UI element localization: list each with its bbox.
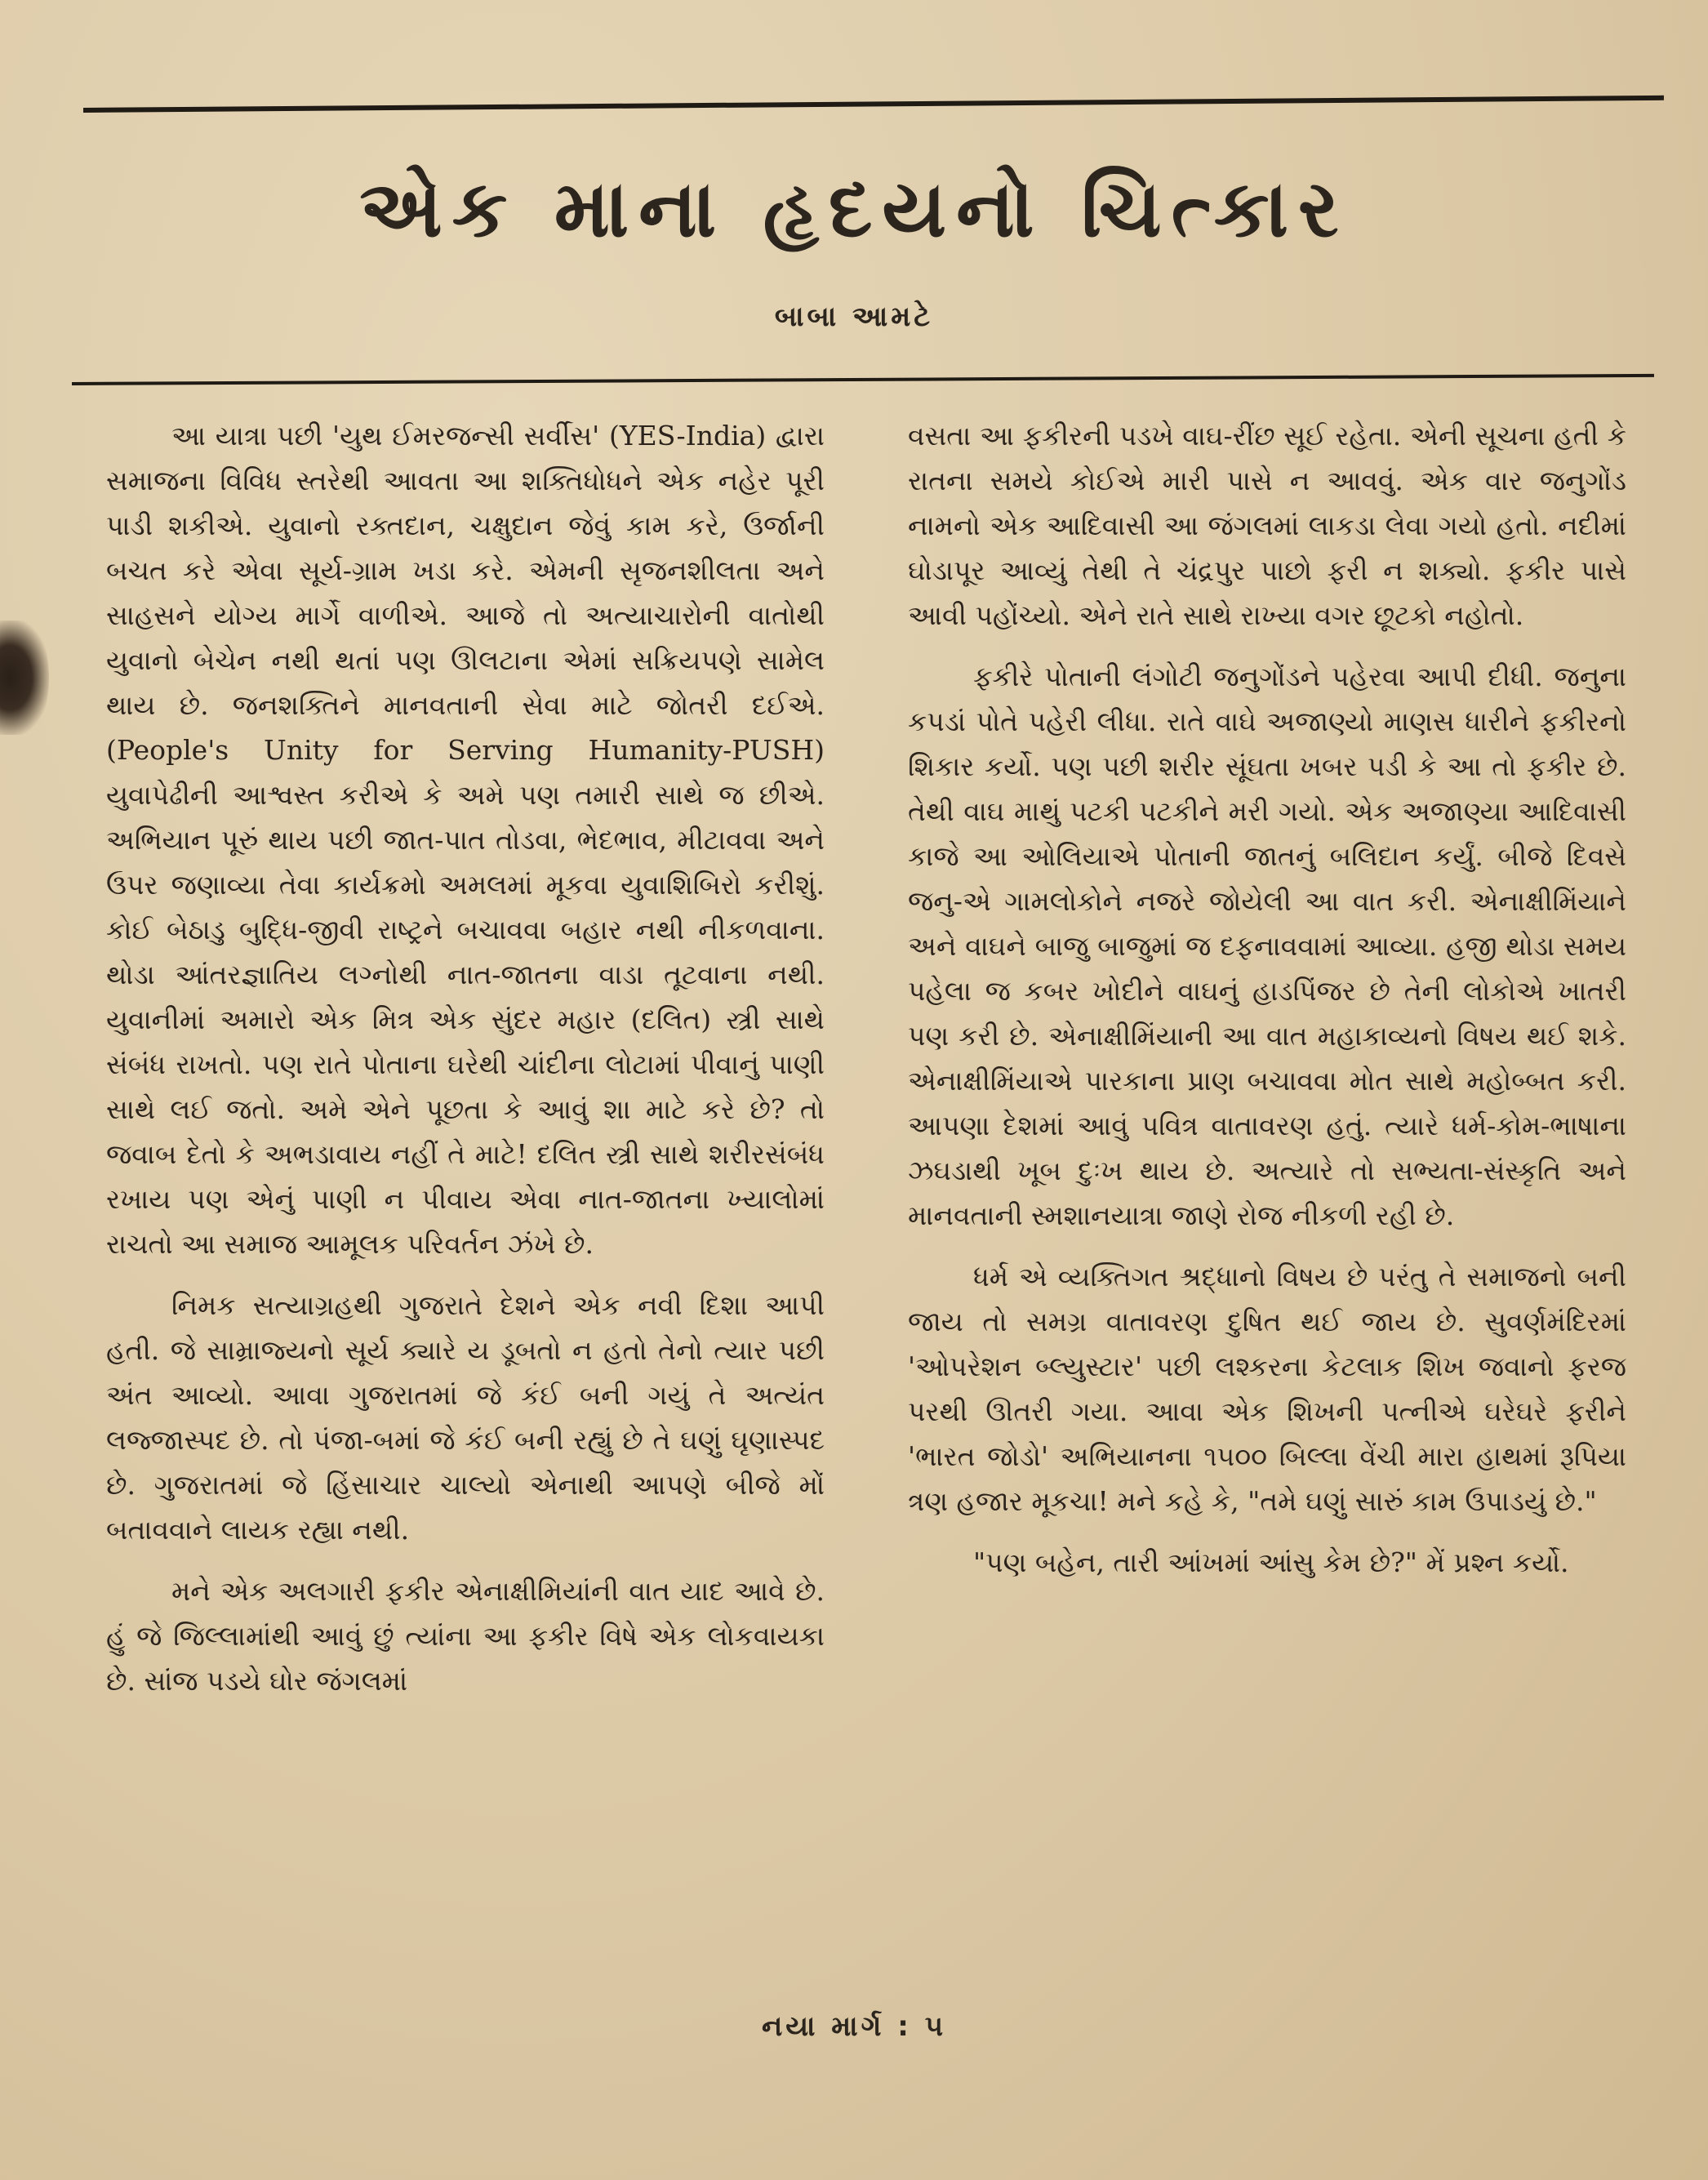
ink-stain: [0, 621, 49, 735]
paragraph: ધર્મ એ વ્યક્તિગત શ્રદ્ધાનો વિષય છે પરંતુ તે સમાજનો બની જાય તો સમગ્ર વાતાવરણ દુષિત થઈ જાય છે. સુવર્ણમંદિરમાં 'ઓપરેશન બ્લ્યુસ્ટાર' પછી લશ્કરના કેટલાક શિખ જવાનો ફરજ પરથી ઊતરી ગયા. આવા એક શિખની પત્નીએ ઘરેઘરે ફરીને 'ભારત જોડો' અભિયાનના ૧૫૦૦ બિલ્લા વેંચી મારા હાથમાં રૂપિયા ત્રણ હજાર મૂકચા! મને કહે કે, "તમે ઘણું સારું કામ ઉપાડયું છે.": [908, 1261, 1626, 1517]
right-column: [908, 413, 1626, 1601]
paragraph: નિમક સત્યાગ્રહથી ગુજરાતે દેશને એક નવી દિશા આપી હતી. જે સામ્રાજ્યનો સૂર્ય ક્યારે ય ડૂબતો ન હતો તેનો ત્યાર પછી અંત આવ્યો. આવા ગુજરાતમાં જે કંઈ બની ગયું તે અત્યંત લજ્જાસ્પદ છે. તો પંજા-બમાં જે કંઈ બની રહ્યું છે તે ઘણું ઘૃણાસ્પદ છે. ગુજરાતમાં જે હિંસાચાર ચાલ્યો એનાથી આપણે બીજે મોં બતાવવાને લાયક રહ્યા નથી.: [106, 1289, 825, 1546]
paragraph: વસતા આ ફકીરની પડખે વાઘ-રીંછ સૂઈ રહેતા. એની સૂચના હતી કે રાતના સમયે કોઈએ મારી પાસે ન આવવું. એક વાર જનુગોંડ નામનો એક આદિવાસી આ જંગલમાં લાકડા લેવા ગયો હતો. નદીમાં ઘોડાપૂર આવ્યું તેથી તે ચંદ્રપુર પાછો ફરી ન શક્યો. ફકીર પાસે આવી પહોંચ્યો. એને રાતે સાથે રાખ્યા વગર છૂટકો નહોતો.: [908, 420, 1626, 631]
top-rule: [83, 96, 1664, 113]
paragraph: ફકીરે પોતાની લંગોટી જનુગોંડને પહેરવા આપી દીધી. જનુના કપડાં પોતે પહેરી લીધા. રાતે વાઘે અજાણ્યો માણસ ધારીને ફકીરનો શિકાર કર્યો. પણ પછી શરીર સૂંઘતા ખબર પડી કે આ તો ફકીર છે. તેથી વાઘ માથું પટકી પટકીને મરી ગયો. એક અજાણ્યા આદિવાસી કાજે આ ઓલિયાએ પોતાની જાતનું બલિદાન કર્યું. બીજે દિવસે જનુ-એ ગામલોકોને નજરે જોયેલી આ વાત કરી. એનાક્ષીમિંયાને અને વાઘને બાજુ બાજુમાં જ દફનાવવામાં આવ્યા. હજી થોડા સમય પહેલા જ કબર ખોદીને વાઘનું હાડપિંજર છે તેની લોકોએ ખાતરી પણ કરી છે. એનાક્ષીમિંયાની આ વાત મહાકાવ્યનો વિષય થઈ શકે. એનાક્ષીમિંયાએ પારકાના પ્રાણ બચાવવા મોત સાથે મહોબ્બત કરી. આપણા દેશમાં આવું પવિત્ર વાતાવરણ હતું. ત્યારે ધર્મ-કોમ-ભાષાના ઝઘડાથી ખૂબ દુઃખ થાય છે. અત્યારે તો સભ્યતા-સંસ્કૃતિ અને માનવતાની સ્મશાનયાત્રા જાણે રોજ નીકળી રહી છે.: [908, 661, 1626, 1231]
left-column: [106, 413, 825, 1720]
article-title: એક માના હૃદયનો ચિત્કાર: [359, 163, 1349, 255]
paragraph: "પણ બહેન, તારી આંખમાં આંસુ કેમ છે?" મેં પ્રશ્ન કર્યો.: [973, 1546, 1569, 1578]
header-rule: [72, 374, 1654, 385]
page-footer: નયા માર્ગ : ૫: [761, 2010, 947, 2043]
author-byline: બાબા આમટે: [774, 300, 934, 333]
paragraph: મને એક અલગારી ફકીર એનાક્ષીમિયાંની વાત યાદ આવે છે. હું જે જિલ્લામાંથી આવું છું ત્યાંના આ ફકીર વિષે એક લોકવાયકા છે. સાંજ પડયે ઘોર જંગલમાં: [106, 1575, 825, 1697]
paragraph: આ યાત્રા પછી 'યુથ ઈમરજન્સી સર્વીસ' (YES-India) દ્વારા સમાજના વિવિધ સ્તરેથી આવતા આ શક્તિધોધને એક નહેર પૂરી પાડી શકીએ. યુવાનો રક્તદાન, ચક્ષુદાન જેવું કામ કરે, ઉર્જાની બચત કરે એવા સૂર્ય-ગ્રામ ખડા કરે. એમની સૃજનશીલતા અને સાહસને યોગ્ય માર્ગે વાળીએ. આજે તો અત્યાચારોની વાતોથી યુવાનો બેચેન નથી થતાં પણ ઊલટાના એમાં સક્રિયપણે સામેલ થાય છે. જનશક્તિને માનવતાની સેવા માટે જોતરી દઈએ. (People's Unity for Serving Humanity-PUSH) યુવાપેઢીની આશ્વસ્ત કરીએ કે અમે પણ તમારી સાથે જ છીએ. અભિયાન પૂરું થાય પછી જાત-પાત તોડવા, ભેદભાવ, મીટાવવા અને ઉપર જણાવ્યા તેવા કાર્યક્રમો અમલમાં મૂકવા યુવાશિબિરો કરીશું. કોઈ બેઠાડુ બુદ્ધિ-જીવી રાષ્ટ્રને બચાવવા બહાર નથી નીકળવાના. થોડા આંતરજ્ઞાતિય લગ્નોથી નાત-જાતના વાડા તૂટવાના નથી. યુવાનીમાં અમારો એક મિત્ર એક સુંદર મહાર (દલિત) સ્ત્રી સાથે સંબંધ રાખતો. પણ રાતે પોતાના ઘરેથી ચાંદીના લોટામાં પીવાનું પાણી સાથે લઈ જતો. અમે એને પૂછતા કે આવું શા માટે કરે છે? તો જવાબ દેતો કે અભડાવાય નહીં તે માટે! દલિત સ્ત્રી સાથે શરીરસંબંધ રખાય પણ એનું પાણી ન પીવાય એવા નાત-જાતના ખ્યાલોમાં રાચતો આ સમાજ આમૂલક પરિવર્તન ઝંખે છે.: [106, 420, 825, 1260]
